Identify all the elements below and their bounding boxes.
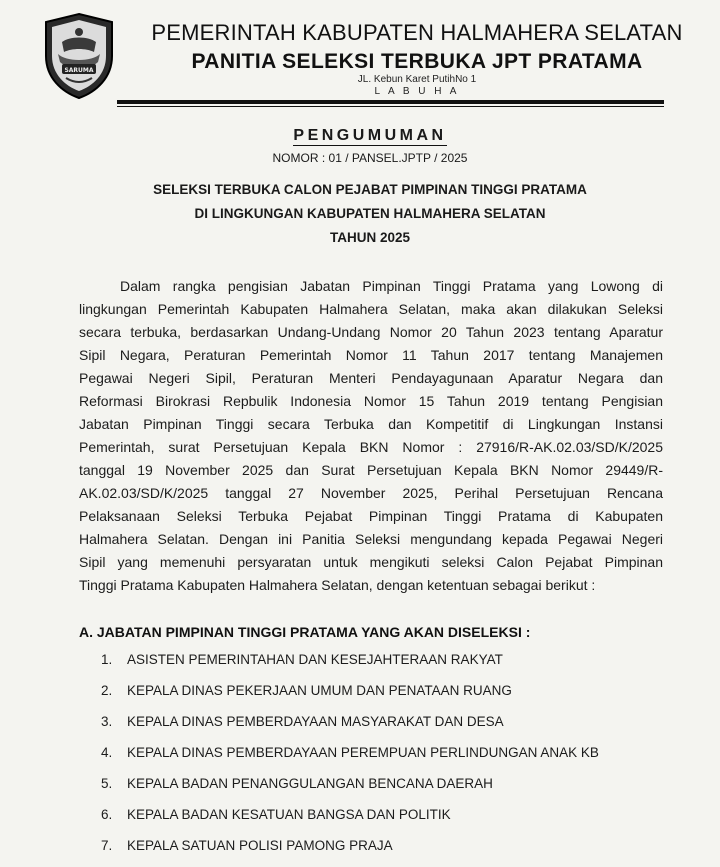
- subject-line-1: SELEKSI TERBUKA CALON PEJABAT PIMPINAN TINGGI PRATAMA: [153, 182, 587, 197]
- letterhead-city: L A B U H A: [374, 86, 460, 97]
- letterhead-divider: [117, 100, 664, 104]
- body-line: Jabatan Pimpinan Tinggi secara Terbuka dan Kompetitif di Lingkungan Instansi: [79, 416, 663, 432]
- regency-emblem-icon: [40, 12, 118, 100]
- subject-line-2: DI LINGKUNGAN KABUPATEN HALMAHERA SELATAN: [194, 206, 546, 221]
- body-line: secara terbuka, berdasarkan Undang-Undang Nomor 20 Tahun 2023 tentang Aparatur: [79, 324, 663, 340]
- position-list-item: 2. KEPALA DINAS PEKERJAAN UMUM DAN PENATAAN RUANG: [101, 683, 512, 698]
- svg-text:SARUMA: SARUMA: [64, 67, 94, 74]
- body-line: Pelaksanaan Seleksi Terbuka Pejabat Pimpinan Tinggi Pratama di Kabupaten: [79, 508, 663, 524]
- position-list-item: 7. KEPALA SATUAN POLISI PAMONG PRAJA: [101, 838, 393, 853]
- announcement-title: PENGUMUMAN: [293, 127, 447, 144]
- section-a-heading: A. JABATAN PIMPINAN TINGGI PRATAMA YANG AKAN DISELEKSI :: [79, 624, 531, 640]
- body-line: Sipil Negara, Peraturan Pemerintah Nomor 11 Tahun 2017 tentang Manajemen: [79, 347, 663, 363]
- body-line: Sipil yang memenuhi persyaratan untuk mengikuti seleksi Calon Pejabat Pimpinan: [79, 554, 663, 570]
- body-line: Halmahera Selatan. Dengan ini Panitia Seleksi mengundang kepada Pegawai Negeri: [79, 531, 663, 547]
- announcement-number: NOMOR : 01 / PANSEL.JPTP / 2025: [272, 151, 468, 165]
- letterhead-government: PEMERINTAH KABUPATEN HALMAHERA SELATAN: [151, 20, 683, 45]
- body-line: tanggal 19 November 2025 dan Surat Persetujuan Kepala BKN Nomor 29449/R-: [79, 462, 663, 478]
- body-line: Pegawai Negeri Sipil, Peraturan Menteri Pendayagunaan Aparatur Negara dan: [79, 370, 663, 386]
- letterhead-address: JL. Kebun Karet PutihNo 1: [357, 74, 477, 85]
- position-list-item: 3. KEPALA DINAS PEMBERDAYAAN MASYARAKAT DAN DESA: [101, 714, 504, 729]
- letterhead-committee: PANITIA SELEKSI TERBUKA JPT PRATAMA: [191, 50, 643, 73]
- body-line: Dalam rangka pengisian Jabatan Pimpinan Tinggi Pratama yang Lowong di: [120, 278, 663, 294]
- position-list-item: 5. KEPALA BADAN PENANGGULANGAN BENCANA DAERAH: [101, 776, 493, 791]
- position-list-item: 6. KEPALA BADAN KESATUAN BANGSA DAN POLITIK: [101, 807, 451, 822]
- body-line: lingkungan Pemerintah Kabupaten Halmahera Selatan, maka akan dilakukan Seleksi: [79, 301, 663, 317]
- letterhead-divider-thin: [117, 106, 664, 107]
- position-list-item: 4. KEPALA DINAS PEMBERDAYAAN PEREMPUAN PERLINDUNGAN ANAK KB: [101, 745, 599, 760]
- body-line: Tinggi Pratama Kabupaten Halmahera Selatan, dengan ketentuan sebagai berikut :: [79, 577, 596, 593]
- subject-line-3: TAHUN 2025: [329, 230, 411, 245]
- body-line: Reformasi Birokrasi Repbulik Indonesia Nomor 15 Tahun 2019 tentang Pengisian: [79, 393, 663, 409]
- body-line: Pemerintah, surat Persetujuan Kepala BKN Nomor : 27916/R-AK.02.03/SD/K/2025: [79, 439, 663, 455]
- body-line: AK.02.03/SD/K/2025 tanggal 27 November 2025, Perihal Persetujuan Rencana: [79, 485, 663, 501]
- position-list-item: 1. ASISTEN PEMERINTAHAN DAN KESEJAHTERAAN RAKYAT: [101, 652, 503, 667]
